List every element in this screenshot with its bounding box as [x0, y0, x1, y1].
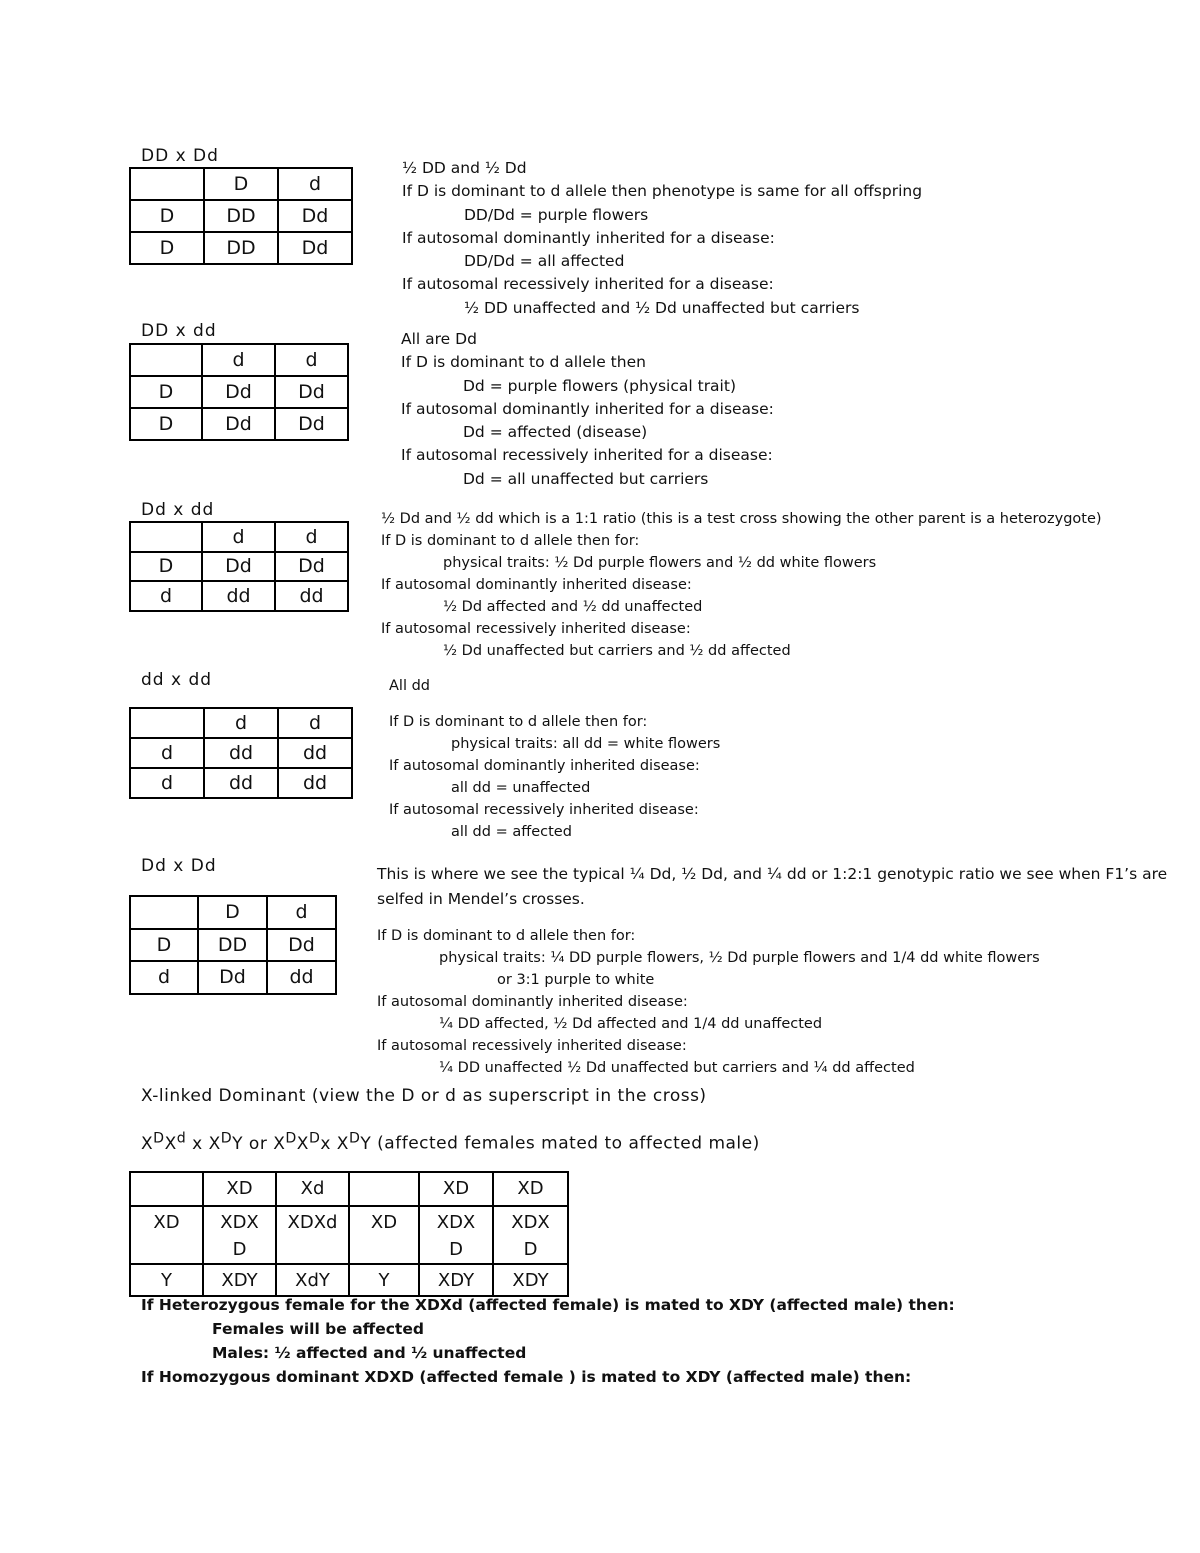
punnett-row: [130, 738, 352, 768]
description-line: or 3:1 purple to white: [497, 972, 655, 988]
punnett-cell: dd: [202, 581, 275, 611]
punnett-row-label: D: [130, 232, 204, 264]
description-line: If D is dominant to d allele then phenotype is same for all offspring: [402, 182, 923, 201]
punnett-header-cell: d: [202, 522, 275, 552]
xlinked-cell: [130, 1264, 203, 1296]
xlinked-cell: [203, 1206, 276, 1264]
description-line: If autosomal dominantly inherited disease:: [381, 577, 692, 593]
xlinked-cell-line: XDY: [437, 1270, 475, 1291]
description-line: All are Dd: [401, 330, 477, 348]
punnett-row-label: D: [130, 929, 198, 962]
punnett-header-row: [130, 344, 348, 376]
cross-summary: All dd: [389, 678, 430, 694]
xlinked-header-cell: [203, 1172, 276, 1206]
cross-description: [377, 925, 1040, 1079]
description-line: ½ DD unaffected and ½ Dd unaffected but carriers: [464, 298, 860, 317]
punnett-cell: Dd: [278, 232, 352, 264]
xlinked-cell: [493, 1206, 568, 1264]
xlinked-cell-line: XDX: [220, 1212, 259, 1233]
punnett-cell: DD: [198, 929, 267, 962]
description-line: If D is dominant to d allele then for:: [381, 533, 640, 549]
punnett-cell: dd: [204, 768, 278, 798]
punnett-square: [129, 343, 349, 441]
punnett-header-cell: d: [202, 344, 275, 376]
xlinked-cell-line: XDXd: [287, 1212, 338, 1233]
punnett-row: [130, 961, 336, 994]
punnett-cell: Dd: [275, 408, 348, 440]
description-line: physical traits: ½ Dd purple flowers and ½ dd white flowers: [443, 555, 877, 571]
xlinked-cell-line: D: [449, 1239, 463, 1260]
punnett-row: [130, 929, 336, 962]
punnett-cell: dd: [267, 961, 336, 994]
description-line: If D is dominant to d allele then for:: [377, 928, 636, 944]
xlinked-title: X-linked Dominant (view the D or d as superscript in the cross): [141, 1086, 707, 1106]
xlinked-header-cell: [276, 1172, 349, 1206]
punnett-row: [130, 581, 348, 611]
description-line: all dd = unaffected: [451, 780, 591, 796]
punnett-cell: dd: [275, 581, 348, 611]
punnett-header-cell: [130, 522, 202, 552]
punnett-cell: dd: [204, 738, 278, 768]
description-line: DD/Dd = purple flowers: [464, 205, 649, 224]
cross-formula-note: (affected females mated to affected male): [371, 1133, 760, 1154]
xlinked-cell-line: D: [232, 1239, 247, 1260]
punnett-cell: Dd: [202, 376, 275, 408]
description-line: If autosomal recessively inherited disease:: [381, 621, 691, 637]
xlinked-row: [130, 1264, 568, 1296]
xlinked-cell-line: XD: [442, 1178, 470, 1199]
punnett-row-label: d: [130, 738, 204, 768]
punnett-header-cell: [130, 344, 202, 376]
xlinked-note-line: If Heterozygous female for the XDXd (affected female) is mated to XDY (affected male) then:: [141, 1296, 955, 1314]
xlinked-cell: [130, 1206, 203, 1264]
xlinked-cell-line: Y: [161, 1270, 172, 1291]
description-line: ½ Dd unaffected but carriers and ½ dd affected: [443, 643, 791, 659]
description-line: ¼ DD affected, ½ Dd affected and 1/4 dd unaffected: [439, 1016, 823, 1032]
cross-title: DD x dd: [141, 321, 217, 341]
description-line: If autosomal dominantly inherited for a disease:: [402, 228, 775, 247]
punnett-header-cell: d: [278, 168, 352, 200]
xlinked-cell: [276, 1264, 349, 1296]
punnett-square: [129, 521, 349, 612]
punnett-cell: dd: [278, 738, 352, 768]
cross-description: [381, 508, 1102, 662]
punnett-row: [130, 552, 348, 582]
punnett-header-cell: [130, 896, 198, 929]
xlinked-notes: [141, 1293, 955, 1389]
punnett-row: [130, 232, 352, 264]
xlinked-cell: [349, 1264, 419, 1296]
punnett-header-cell: D: [204, 168, 278, 200]
xlinked-note-line: Females will be affected: [212, 1320, 424, 1338]
description-line: Dd = all unaffected but carriers: [463, 469, 709, 488]
punnett-row-label: d: [130, 768, 204, 798]
description-line: ½ Dd and ½ dd which is a 1:1 ratio (this is a test cross showing the other parent is a heterozygote): [381, 511, 1102, 527]
xlinked-cell-line: XDY: [512, 1270, 549, 1291]
summary-line: selfed in Mendel’s crosses.: [377, 890, 585, 908]
xlinked-cell-line: Xd: [300, 1178, 325, 1199]
description-line: Dd = affected (disease): [463, 423, 648, 442]
punnett-row: [130, 768, 352, 798]
xlinked-note-line: Males: ½ affected and ½ unaffected: [212, 1344, 527, 1362]
punnett-row-label: D: [130, 552, 202, 582]
description-line: If autosomal dominantly inherited for a disease:: [401, 399, 774, 418]
description-line: ½ DD and ½ Dd: [402, 159, 527, 177]
xlinked-cell: [349, 1206, 419, 1264]
punnett-cell: Dd: [267, 929, 336, 962]
punnett-row: [130, 200, 352, 232]
punnett-header-cell: D: [198, 896, 267, 929]
xlinked-cell: [419, 1206, 493, 1264]
cross-genotypes: $X^DX^d$ x $X^DY$ or $X^DX^Dx$ $X^DY$: [141, 1130, 372, 1154]
punnett-row: [130, 376, 348, 408]
cross-title: DD x Dd: [141, 146, 219, 166]
description-line: DD/Dd = all affected: [464, 252, 625, 271]
description-line: all dd = affected: [451, 824, 572, 840]
xlinked-row: [130, 1206, 568, 1264]
xlinked-cell: [419, 1264, 493, 1296]
description-line: ½ Dd affected and ½ dd unaffected: [443, 599, 703, 615]
xlinked-cell-line: XDX: [511, 1212, 550, 1233]
description-line: If autosomal dominantly inherited disease:: [389, 758, 700, 774]
punnett-row: [130, 408, 348, 440]
punnett-row-label: d: [130, 961, 198, 994]
punnett-cell: Dd: [202, 552, 275, 582]
xlinked-punnett-square: [129, 1171, 569, 1297]
description-line: If autosomal recessively inherited for a disease:: [402, 275, 774, 294]
cross-description: [389, 711, 720, 843]
description-line: If autosomal dominantly inherited disease:: [377, 994, 688, 1010]
xlinked-header-cell: [493, 1172, 568, 1206]
punnett-header-cell: d: [267, 896, 336, 929]
xlinked-cell-line: XD: [226, 1178, 253, 1199]
xlinked-cell-line: Y: [378, 1270, 390, 1291]
punnett-cell: DD: [204, 232, 278, 264]
punnett-cell: Dd: [198, 961, 267, 994]
punnett-header-cell: [130, 708, 204, 738]
summary-line: This is where we see the typical ¼ Dd, ½ Dd, and ¼ dd or 1:2:1 genotypic ratio we see when F1’s are: [377, 865, 1168, 883]
xlinked-cell-line: XDX: [436, 1212, 476, 1233]
description-line: physical traits: all dd = white flowers: [451, 736, 721, 752]
xlinked-cross-formula: [141, 1130, 760, 1154]
punnett-row-label: D: [130, 408, 202, 440]
xlinked-cell-line: XDY: [221, 1270, 258, 1291]
punnett-cell: DD: [204, 200, 278, 232]
description-line: If autosomal recessively inherited disease:: [377, 1038, 687, 1054]
punnett-header-cell: d: [278, 708, 352, 738]
description-line: If D is dominant to d allele then for:: [389, 714, 648, 730]
punnett-square: [129, 167, 353, 265]
punnett-row-label: D: [130, 376, 202, 408]
punnett-header-cell: [130, 168, 204, 200]
cross-description: [401, 328, 774, 491]
cross-title: dd x dd: [141, 670, 213, 690]
punnett-header-cell: d: [204, 708, 278, 738]
punnett-square: [129, 895, 337, 995]
xlinked-header-cell: [349, 1172, 419, 1206]
punnett-header-row: [130, 708, 352, 738]
punnett-header-row: [130, 168, 352, 200]
xlinked-cell-line: XD: [517, 1178, 544, 1199]
xlinked-cell-line: D: [523, 1239, 538, 1260]
xlinked-cell-line: XD: [153, 1212, 180, 1233]
xlinked-cell-line: XdY: [295, 1270, 330, 1291]
xlinked-header-cell: [130, 1172, 203, 1206]
punnett-cell: dd: [278, 768, 352, 798]
cross-description: [402, 157, 922, 320]
description-line: ¼ DD unaffected ½ Dd unaffected but carriers and ¼ dd affected: [439, 1060, 915, 1076]
punnett-cell: Dd: [275, 552, 348, 582]
punnett-cell: Dd: [275, 376, 348, 408]
punnett-cell: Dd: [278, 200, 352, 232]
description-line: If autosomal recessively inherited disease:: [389, 802, 699, 818]
punnett-header-row: [130, 896, 336, 929]
description-line: If D is dominant to d allele then: [401, 353, 646, 372]
xlinked-header-cell: [419, 1172, 493, 1206]
punnett-square: [129, 707, 353, 799]
punnett-header-cell: d: [275, 522, 348, 552]
xlinked-header-row: [130, 1172, 568, 1206]
punnett-header-cell: d: [275, 344, 348, 376]
punnett-header-row: [130, 522, 348, 552]
punnett-row-label: d: [130, 581, 202, 611]
xlinked-cell: [203, 1264, 276, 1296]
cross-summary: [377, 862, 1167, 912]
xlinked-cell: [276, 1206, 349, 1264]
punnett-cell: Dd: [202, 408, 275, 440]
xlinked-cell: [493, 1264, 568, 1296]
cross-title: Dd x dd: [141, 500, 215, 520]
punnett-row-label: D: [130, 200, 204, 232]
cross-title: Dd x Dd: [141, 856, 217, 876]
xlinked-cell-line: XD: [370, 1212, 398, 1233]
description-line: Dd = purple flowers (physical trait): [463, 376, 736, 395]
description-line: physical traits: ¼ DD purple flowers, ½ Dd purple flowers and 1/4 dd white flowers: [439, 950, 1040, 966]
xlinked-note-line: If Homozygous dominant XDXD (affected female ) is mated to XDY (affected male) then:: [141, 1368, 912, 1386]
description-line: If autosomal recessively inherited for a disease:: [401, 446, 773, 465]
